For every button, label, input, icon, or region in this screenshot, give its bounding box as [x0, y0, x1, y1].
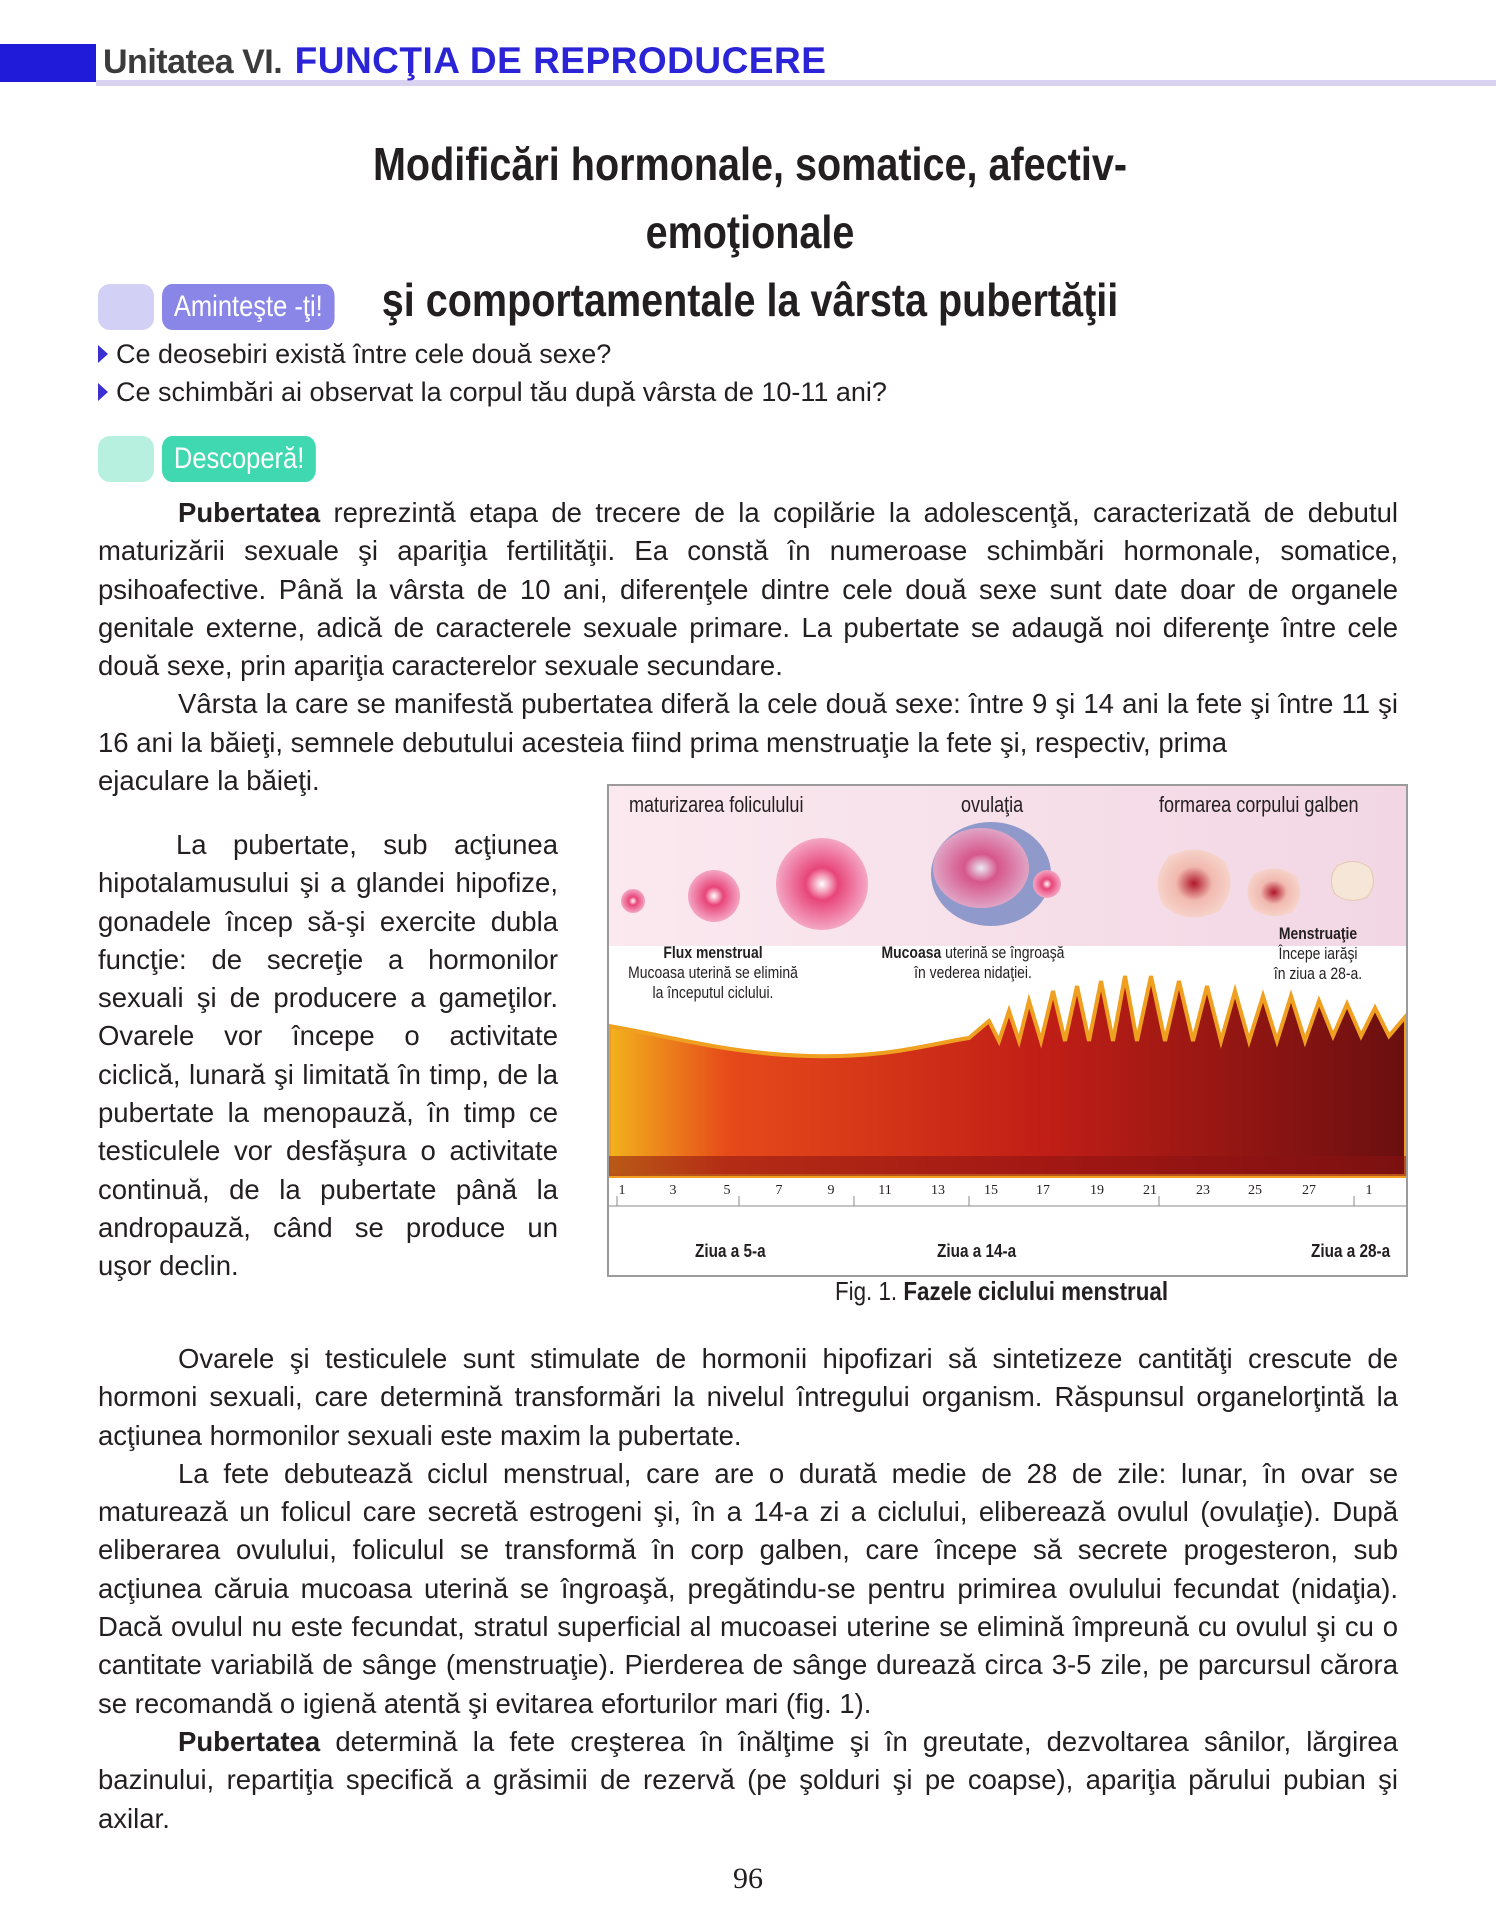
day-label: Ziua a 5-a: [695, 1241, 766, 1261]
day-tick: 21: [1143, 1183, 1157, 1198]
day-tick: 1: [618, 1183, 626, 1198]
day-tick: 9: [827, 1183, 835, 1198]
intro-paragraph-2: Vârsta la care se manifestă pubertatea diferă la cele două sexe: între 9 şi 14 ani la fete şi între 11 şi 16 ani la băieţi, semnele debutului acesteia fiind prima menstruaţie la fete şi, respectiv, prima: [98, 688, 1398, 758]
discover-tag: Descoperă!: [162, 436, 316, 482]
bracket-day5: [617, 1196, 739, 1206]
phase-label: ovulaţia: [961, 792, 1024, 817]
day-tick: 15: [984, 1183, 998, 1198]
body-paragraph-1: Ovarele şi testiculele sunt stimulate de hormonii hipofizari să sintetizeze cantităţi crescute de hormoni sexuali, care determină transformări la nivelul întregului organism. Răspunsul organelorţintă la acţiunea hormonilor sexuali este maxim la pubertate.: [98, 1343, 1398, 1451]
body-text: [98, 1340, 1398, 1838]
corpus-luteum: [1158, 850, 1231, 918]
side-paragraph: La pubertate, sub acţiunea hipotalamusului şi a glandei hipofize, gonadele încep să-şi exercite dubla funcţie: de secreţie a hormonilor sexuali şi de producere a gameţilor. Ovarele vor începe o activitate ciclică, lunară şi limitată în timp, de la pubertate la menopauză, în timp ce testiculele vor desfăşura o activitate continuă, de la pubertate până la andropauză, când se produce un uşor declin.: [98, 829, 558, 1282]
day-tick: 25: [1248, 1183, 1262, 1198]
phase-label: formarea corpului galben: [1159, 792, 1359, 817]
intro-text: Pubertatea reprezintă etapa de trecere de la copilărie la adolescenţă, caracterizată de debutul maturizării sexuale şi apariţia fertilităţii. Ea constă în numeroase schimbări hormonale, somatice, psihoafective. Până la vârsta de 10 ani, diferenţele dintre cele două sexe sunt date doar de organele genitale externe, adică de caracterele sexuale primare. La pubertate se adaugă noi diferenţe între cele două sexe, prin apariţia caracterelor sexuale secundare. Vârsta la care se manifestă pubertatea diferă la cele două sexe: între 9 şi 14 ani la fete şi între 11 şi 16 ani la băieţi, semnele debutului acesteia fiind prima menstruaţie la fete şi, respectiv, prima ejaculare la băieţi.: [98, 494, 1398, 800]
discover-tag-square: [98, 436, 154, 482]
page-number: 96: [733, 1862, 763, 1895]
day-tick: 5: [723, 1183, 731, 1198]
day-tick: 3: [669, 1183, 677, 1198]
day-tick: 7: [775, 1183, 783, 1198]
day-tick: 1: [1365, 1183, 1373, 1198]
page-title-line1: Modificări hormonale, somatice, afectiv-emoţionale: [372, 138, 1128, 258]
body-paragraph-2: La fete debutează ciclul menstrual, care are o durată medie de 28 de zile: lunar, în ovar se maturează un folicul care secretă estrogeni şi, în a 14-a zi a ciclului, eliberează ovulul (ovulaţie). După eliberarea ovulului, foliculul se transformă în corp galben, care începe să secrete progesteron, sub acţiunea căruia mucoasa uterină se îngroaşă, pregătindu-se pentru primirea ovulului fecundat (nidaţia). Dacă ovulul nu este fecundat, stratul superficial al mucoasei uterine se elimină împreună cu ovulul şi cu o cantitate variabilă de sânge (menstruaţie). Pierderea de sânge durează circa 3-5 zile, pe parcursul cărora se recomandă o igienă atentă şi evitarea eforturilor mari (fig. 1).: [98, 1457, 1398, 1719]
page-title-line2: şi comportamentale la vârsta pubertăţii: [381, 274, 1119, 326]
corpus-luteum-regressing: [1247, 868, 1300, 916]
day-tick: 23: [1196, 1183, 1210, 1198]
day-tick: 17: [1036, 1183, 1050, 1198]
unit-number: Unitatea VI.: [103, 43, 283, 81]
note-menstruation: Menstruaţie Începe iarăşi în ziua a 28-a.: [1273, 924, 1363, 983]
question-item: Ce deosebiri există între cele două sexe?: [98, 335, 887, 373]
day-tick: 27: [1302, 1183, 1316, 1198]
side-text: [98, 826, 558, 1286]
page-title: [277, 130, 1223, 334]
remember-tag-square: [98, 284, 154, 330]
question-item: Ce schimbări ai observat la corpul tău după vârsta de 10-11 ani?: [98, 373, 887, 411]
day-label: Ziua a 14-a: [937, 1241, 1017, 1261]
follicle-mature: [776, 838, 868, 930]
day-label: Ziua a 28-a: [1311, 1241, 1391, 1261]
day-tick: 19: [1090, 1183, 1104, 1198]
day-tick: 11: [878, 1183, 892, 1198]
menstrual-cycle-figure: [607, 784, 1408, 1277]
figure-caption: Fig. 1. Fazele ciclului menstrual: [835, 1276, 1169, 1306]
bullet-arrow-icon: [98, 345, 108, 363]
intro-paragraph-2-end: ejaculare la băieţi.: [98, 765, 320, 797]
day-tick: 13: [931, 1183, 945, 1198]
unit-header: [103, 40, 826, 82]
bullet-arrow-icon: [98, 383, 108, 401]
bracket-day14: [854, 1196, 969, 1206]
follicle-growing: [688, 870, 740, 922]
remember-questions: [98, 335, 887, 411]
term-pubertatea: Pubertatea: [178, 497, 321, 528]
note-mucosa: Mucoasa uterină se îngroaşă în vederea nidaţiei.: [881, 943, 1065, 982]
menstrual-cycle-illustration: [609, 786, 1406, 1275]
header-accent-bar: [0, 44, 96, 82]
unit-title: FUNCŢIA DE REPRODUCERE: [294, 40, 827, 81]
note-menstrual-flow: Flux menstrual Mucoasa uterină se elimină la începutul ciclului.: [628, 943, 798, 1002]
remember-tag: Aminteşte -ţi!: [162, 284, 335, 330]
body-paragraph-3: Pubertatea determină la fete creşterea în înălţime şi în greutate, dezvoltarea sânilor, lărgirea bazinului, repartiţia specifică a grăsimii de rezervă (pe şolduri şi pe coapse), apariţia părului pubian şi axilar.: [98, 1725, 1398, 1834]
phase-label: maturizarea foliculului: [629, 792, 804, 817]
follicle-small: [621, 889, 645, 913]
ovum: [1033, 870, 1061, 898]
corpus-albicans: [1331, 861, 1373, 900]
